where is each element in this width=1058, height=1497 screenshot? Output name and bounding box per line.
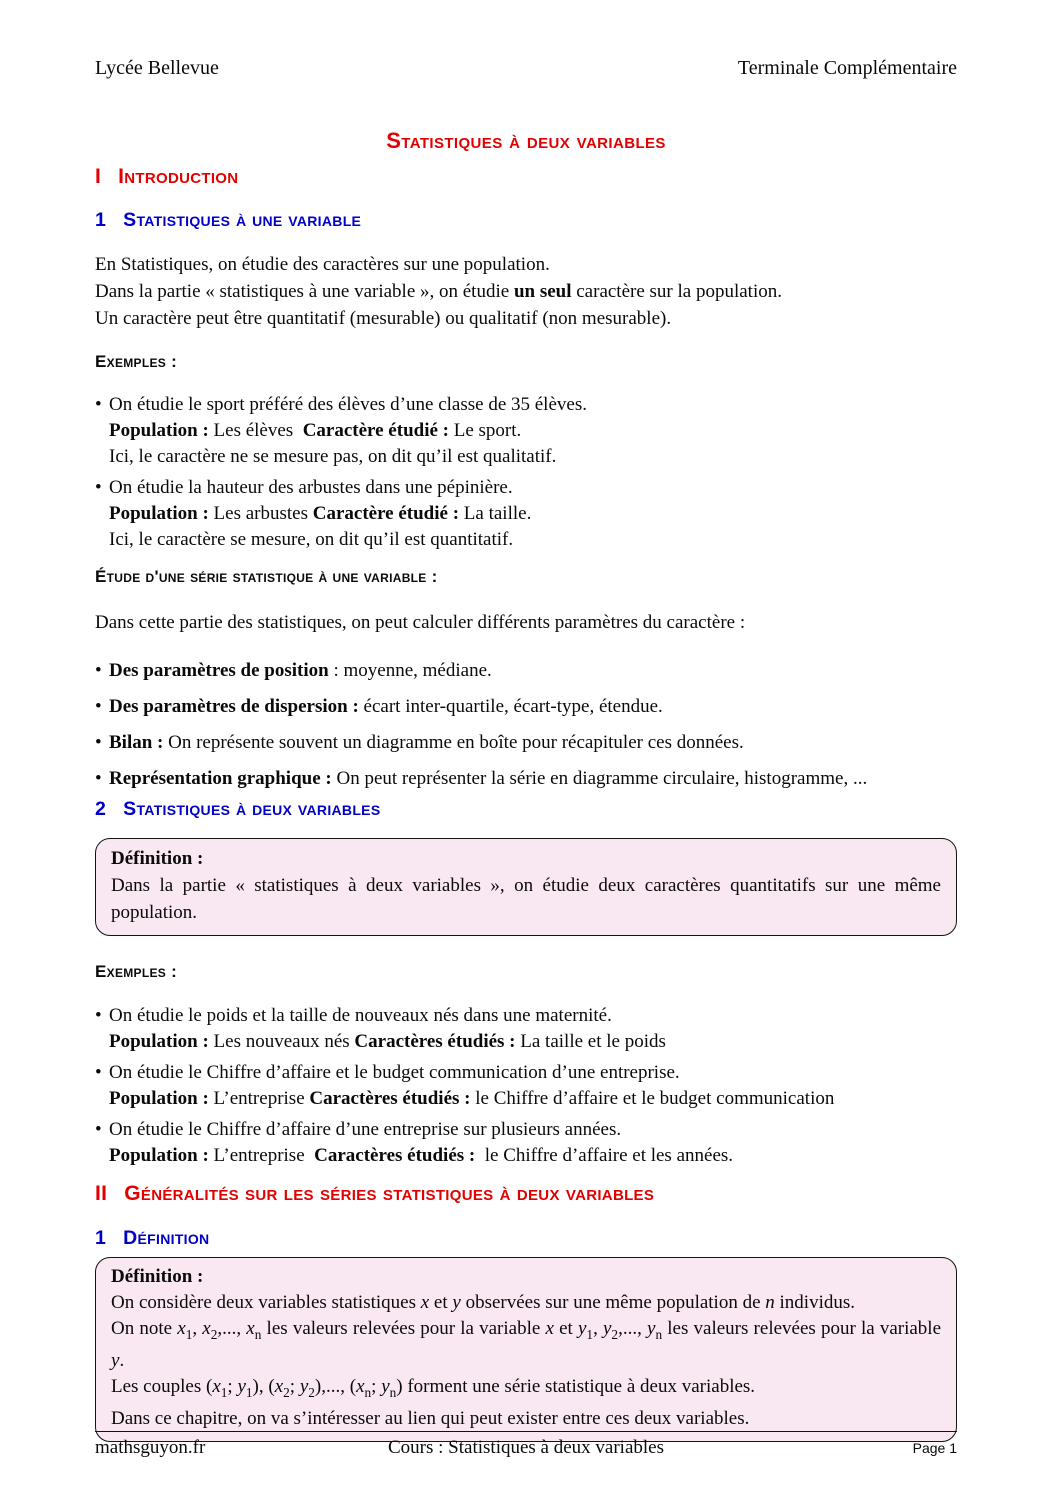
- list-item-line: Population : L’entreprise Caractères étudiés : le Chiffre d’affaire et le budget communication: [109, 1088, 835, 1109]
- list-item-line: • Des paramètres de dispersion : écart inter-quartile, écart-type, étendue.: [109, 696, 663, 717]
- subsection-heading-definition: [95, 1227, 957, 1250]
- exemples-heading-2: Exemples :: [95, 962, 178, 981]
- section-heading-introduction: [95, 165, 957, 189]
- definition-box-1: [95, 838, 957, 936]
- header-class-level: Terminale Complémentaire: [737, 57, 957, 79]
- subsection-label: Statistiques à deux variables: [123, 798, 381, 820]
- footer-page-number: Page 1: [912, 1440, 957, 1456]
- exemples-list-2: [95, 1003, 957, 1174]
- footer-row: [95, 1437, 957, 1463]
- subsection-heading-stats-une-variable: [95, 209, 957, 232]
- params-list: [95, 658, 957, 797]
- list-item-line: Population : Les nouveaux nés Caractères étudiés : La taille et le poids: [109, 1031, 666, 1052]
- list-item: [95, 392, 957, 470]
- footer-site: mathsguyon.fr: [95, 1437, 206, 1458]
- list-item-line: • On étudie le poids et la taille de nouveaux nés dans une maternité.: [109, 1005, 612, 1026]
- params-intro-paragraph: [95, 609, 957, 636]
- definition-label: Définition :: [111, 848, 204, 869]
- subsection-label: Définition: [123, 1227, 210, 1249]
- paragraph-line: En Statistiques, on étudie des caractères sur une population.: [95, 254, 550, 275]
- list-item-line: • Des paramètres de position : moyenne, médiane.: [109, 660, 492, 681]
- exemples-list-1: [95, 392, 957, 558]
- definition-box-2: [95, 1257, 957, 1442]
- section-heading-generalites: [95, 1182, 957, 1206]
- list-item: [95, 730, 957, 756]
- list-item-line: Ici, le caractère ne se mesure pas, on dit qu’il est qualitatif.: [109, 446, 557, 467]
- list-item-line: Ici, le caractère se mesure, on dit qu’il est quantitatif.: [109, 529, 514, 550]
- list-item: [95, 475, 957, 553]
- list-item-line: Population : L’entreprise Caractères étudiés : le Chiffre d’affaire et les années.: [109, 1145, 734, 1166]
- list-item-line: • Représentation graphique : On peut représenter la série en diagramme circulaire, histogramme, ...: [109, 768, 868, 789]
- page-header: [95, 57, 957, 80]
- intro-paragraph: [95, 251, 957, 332]
- doc-title: Statistiques à deux variables: [386, 128, 666, 153]
- section-label: Introduction: [118, 165, 239, 188]
- paragraph-line: Un caractère peut être quantitatif (mesurable) ou qualitatif (non mesurable).: [95, 308, 672, 329]
- footer-course-title: Cours : Statistiques à deux variables: [388, 1437, 664, 1458]
- list-item: [95, 766, 957, 792]
- list-item-line: • On étudie le sport préféré des élèves d’une classe de 35 élèves.: [109, 394, 587, 415]
- exemples-heading-1: Exemples :: [95, 352, 178, 371]
- section-label: Généralités sur les séries statistiques à deux variables: [124, 1182, 655, 1205]
- list-item: [95, 1060, 957, 1112]
- definition-text-line: Les couples ($x_1$; $y_1$), ($x_2$; $y_2$),..., ($x_n$; $y_n$) forment une série statistique à deux variables.: [111, 1375, 756, 1400]
- subsection-number: 1: [95, 1227, 107, 1249]
- subsection-number: 2: [95, 798, 107, 820]
- paragraph-line: Dans cette partie des statistiques, on peut calculer différents paramètres du caractère :: [95, 612, 746, 633]
- etude-heading: Étude d'une série statistique à une variable :: [95, 567, 438, 586]
- definition-text-line: On note $x_1$, $x_2$,..., $x_n$ les valeurs relevées pour la variable x et $y_1$, $y_2$,..., $y_n$ les valeurs relevées pour la variable y.: [111, 1318, 942, 1371]
- section-number: I: [95, 165, 102, 188]
- section-number: II: [95, 1182, 108, 1205]
- list-item: [95, 658, 957, 684]
- list-item-line: • On étudie le Chiffre d’affaire et le budget communication d’une entreprise.: [109, 1062, 680, 1083]
- list-item-line: • Bilan : On représente souvent un diagramme en boîte pour récapituler ces données.: [109, 732, 744, 753]
- list-item: [95, 694, 957, 720]
- subsection-number: 1: [95, 209, 107, 231]
- list-item-line: Population : Les élèves Caractère étudié : Le sport.: [109, 420, 522, 441]
- definition-text: Dans la partie « statistiques à deux variables », on étudie deux caractères quantitatifs sur une même population.: [111, 875, 941, 923]
- header-school-name: Lycée Bellevue: [95, 57, 219, 79]
- list-item-line: • On étudie le Chiffre d’affaire d’une entreprise sur plusieurs années.: [109, 1119, 622, 1140]
- list-item-line: Population : Les arbustes Caractère étudié : La taille.: [109, 503, 532, 524]
- list-item: [95, 1117, 957, 1169]
- subsection-label: Statistiques à une variable: [123, 209, 362, 231]
- definition-text-line: On considère deux variables statistiques x et y observées sur une même population de n individus.: [111, 1292, 856, 1313]
- definition-text-line: Dans ce chapitre, on va s’intéresser au lien qui peut exister entre ces deux variables.: [111, 1407, 750, 1429]
- page-footer: [95, 1431, 957, 1463]
- subsection-heading-stats-deux-variables: [95, 798, 957, 821]
- list-item: [95, 1003, 957, 1055]
- definition-label: Définition :: [111, 1266, 204, 1287]
- paragraph-line: Dans la partie « statistiques à une variable », on étudie un seul caractère sur la population.: [95, 281, 782, 302]
- list-item-line: • On étudie la hauteur des arbustes dans une pépinière.: [109, 477, 513, 498]
